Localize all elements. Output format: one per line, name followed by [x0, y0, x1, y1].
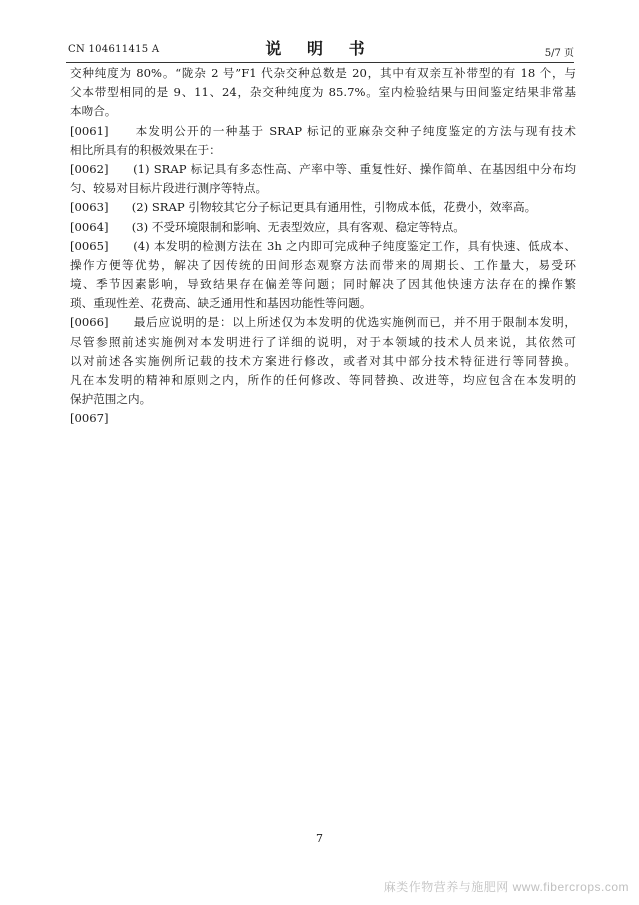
text-line: 境、季节因素影响，导致结果存在偏差等问题；同时解决了因其他快速方法存在的操作繁 [70, 277, 576, 292]
text-line: 相比所具有的积极效果在于： [70, 142, 221, 157]
text-line: 交种纯度为 80%。“陇杂 2 号”F1 代杂交种总数是 20，其中有双亲互补带型的有 18 个，与 [70, 66, 576, 80]
text-line: 尽管参照前述实施例对本发明进行了详细的说明，对于本领域的技术人员来说，其依然可 [70, 334, 576, 349]
paragraph-0067: [0067] [70, 411, 109, 426]
description-body [70, 64, 576, 429]
paragraph-0061: [0061] 本发明公开的一种基于 SRAP 标记的亚麻杂交种子纯度鉴定的方法与现有技术 [70, 123, 576, 138]
paragraph-0065: [0065] (4) 本发明的检测方法在 3h 之内即可完成种子纯度鉴定工作，具有快速、低成本、 [70, 238, 576, 253]
document-title: 说 明 书 [265, 39, 375, 58]
text-line: 以对前述各实施例所记载的技术方案进行修改，或者对其中部分技术特征进行等同替换。 [70, 353, 576, 368]
text-line: 本吻合。 [70, 104, 117, 119]
patent-number: CN 104611415 A [68, 44, 160, 55]
paragraph-0064: [0064] (3) 不受环境限制和影响、无表型效应，具有客观、稳定等特点。 [70, 219, 465, 234]
text-line: 凡在本发明的精神和原则之内，所作的任何修改、等同替换、改进等，均应包含在本发明的 [70, 373, 576, 387]
text-line: 父本带型相同的是 9、11、24，杂交种纯度为 85.7%。室内检验结果与田间鉴定结果非常基 [70, 85, 576, 100]
page-indicator: 5/7 页 [544, 48, 574, 59]
text-line: 匀、较易对目标片段进行测序等特点。 [70, 181, 268, 196]
paragraph-0063: [0063] (2) SRAP 引物较其它分子标记更具有通用性，引物成本低，花费小，效率高。 [70, 200, 537, 215]
text-line: 操作方便等优势，解决了因传统的田间形态观察方法而带来的周期长、工作量大，易受环 [70, 257, 576, 272]
page-header [66, 36, 574, 63]
paragraph-0062: [0062] (1) SRAP 标记具有多态性高、产率中等、重复性好、操作简单、在基因组中分布均 [70, 161, 576, 176]
watermark: 麻类作物营养与施肥网 www.fibercrops.com [383, 880, 629, 894]
text-line: 琐、重现性差、花费高、缺乏通用性和基因功能性等问题。 [70, 296, 372, 311]
paragraph-0066: [0066] 最后应说明的是：以上所述仅为本发明的优选实施例而已，并不用于限制本发明， [70, 315, 576, 330]
page-number: 7 [316, 832, 323, 845]
text-line: 保护范围之内。 [70, 392, 152, 407]
